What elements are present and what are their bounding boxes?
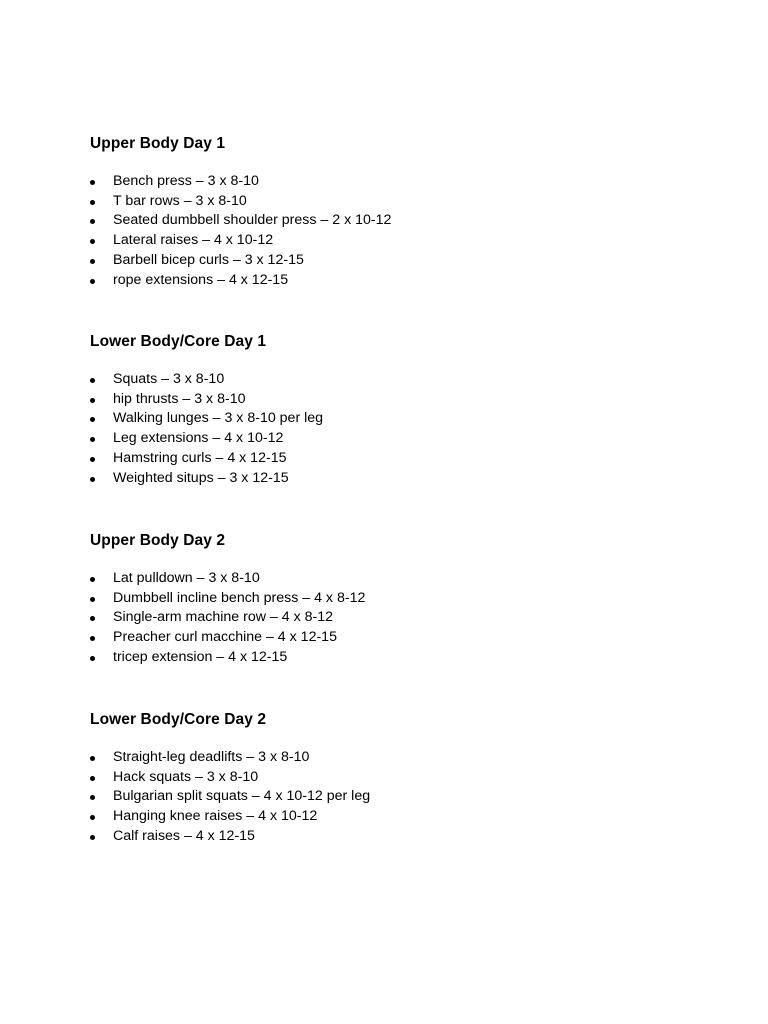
exercise-text: Bulgarian split squats – 4 x 10-12 per leg xyxy=(113,788,371,805)
bullet-icon xyxy=(90,180,95,185)
list-item xyxy=(90,251,710,271)
list-item xyxy=(90,589,710,609)
exercise-text: Weighted situps – 3 x 12-15 xyxy=(113,469,289,486)
bullet-icon xyxy=(90,378,95,383)
exercise-text: Straight-leg deadlifts – 3 x 8-10 xyxy=(113,749,310,765)
list-item xyxy=(90,569,710,589)
exercise-list xyxy=(90,569,710,668)
exercise-text: hip thrusts – 3 x 8-10 xyxy=(113,390,246,407)
bullet-icon xyxy=(90,656,95,661)
exercise-text: Bench press – 3 x 8-10 xyxy=(113,173,259,189)
exercise-text: Leg extensions – 4 x 10-12 xyxy=(113,430,284,447)
list-item xyxy=(90,449,710,469)
list-item xyxy=(90,211,710,231)
bullet-icon xyxy=(90,597,95,602)
list-item xyxy=(90,271,710,291)
bullet-icon xyxy=(90,417,95,422)
bullet-icon xyxy=(90,200,95,205)
section-upper-body-day-2 xyxy=(90,531,710,668)
list-item xyxy=(90,192,710,212)
exercise-text: Hamstring curls – 4 x 12-15 xyxy=(113,449,287,466)
bullet-icon xyxy=(90,457,95,462)
exercise-text: Hanging knee raises – 4 x 10-12 xyxy=(113,808,318,825)
section-title: Lower Body/Core Day 2 xyxy=(90,711,267,728)
exercise-text: Single-arm machine row – 4 x 8-12 xyxy=(113,609,334,626)
section-lower-body-core-day-1 xyxy=(90,332,710,488)
bullet-icon xyxy=(90,398,95,403)
list-item xyxy=(90,628,710,648)
exercise-text: Lateral raises – 4 x 10-12 xyxy=(113,232,274,249)
bullet-icon xyxy=(90,279,95,284)
bullet-icon xyxy=(90,815,95,820)
exercise-text: Seated dumbbell shoulder press – 2 x 10-12 xyxy=(113,212,392,229)
section-lower-body-core-day-2 xyxy=(90,710,710,847)
exercise-list xyxy=(90,370,710,488)
exercise-text: Squats – 3 x 8-10 xyxy=(113,371,225,387)
bullet-icon xyxy=(90,795,95,800)
list-item xyxy=(90,807,710,827)
list-item xyxy=(90,648,710,668)
exercise-list xyxy=(90,748,710,847)
exercise-text: T bar rows – 3 x 8-10 xyxy=(113,192,247,209)
list-item xyxy=(90,608,710,628)
exercise-text: Calf raises – 4 x 12-15 xyxy=(113,827,255,844)
list-item xyxy=(90,787,710,807)
bullet-icon xyxy=(90,437,95,442)
bullet-icon xyxy=(90,239,95,244)
bullet-icon xyxy=(90,756,95,761)
section-title: Lower Body/Core Day 1 xyxy=(90,333,267,350)
list-item xyxy=(90,827,710,847)
bullet-icon xyxy=(90,219,95,224)
bullet-icon xyxy=(90,636,95,641)
bullet-icon xyxy=(90,477,95,482)
exercise-text: Hack squats – 3 x 8-10 xyxy=(113,768,259,785)
exercise-text: Lat pulldown – 3 x 8-10 xyxy=(113,570,260,586)
bullet-icon xyxy=(90,577,95,582)
exercise-text: Barbell bicep curls – 3 x 12-15 xyxy=(113,251,304,268)
bullet-icon xyxy=(90,776,95,781)
exercise-text: Dumbbell incline bench press – 4 x 8-12 xyxy=(113,589,366,606)
list-item xyxy=(90,231,710,251)
section-upper-body-day-1 xyxy=(90,134,710,290)
bullet-icon xyxy=(90,259,95,264)
list-item xyxy=(90,429,710,449)
exercise-text: tricep extension – 4 x 12-15 xyxy=(113,648,288,665)
section-title: Upper Body Day 1 xyxy=(90,135,226,152)
list-item xyxy=(90,172,710,192)
exercise-text: rope extensions – 4 x 12-15 xyxy=(113,271,289,288)
list-item xyxy=(90,469,710,489)
bullet-icon xyxy=(90,616,95,621)
section-title: Upper Body Day 2 xyxy=(90,532,226,549)
exercise-text: Preacher curl macchine – 4 x 12-15 xyxy=(113,629,337,646)
list-item xyxy=(90,370,710,390)
exercise-text: Walking lunges – 3 x 8-10 per leg xyxy=(113,410,324,427)
list-item xyxy=(90,390,710,410)
list-item xyxy=(90,768,710,788)
list-item xyxy=(90,409,710,429)
bullet-icon xyxy=(90,835,95,840)
list-item xyxy=(90,748,710,768)
exercise-list xyxy=(90,172,710,290)
